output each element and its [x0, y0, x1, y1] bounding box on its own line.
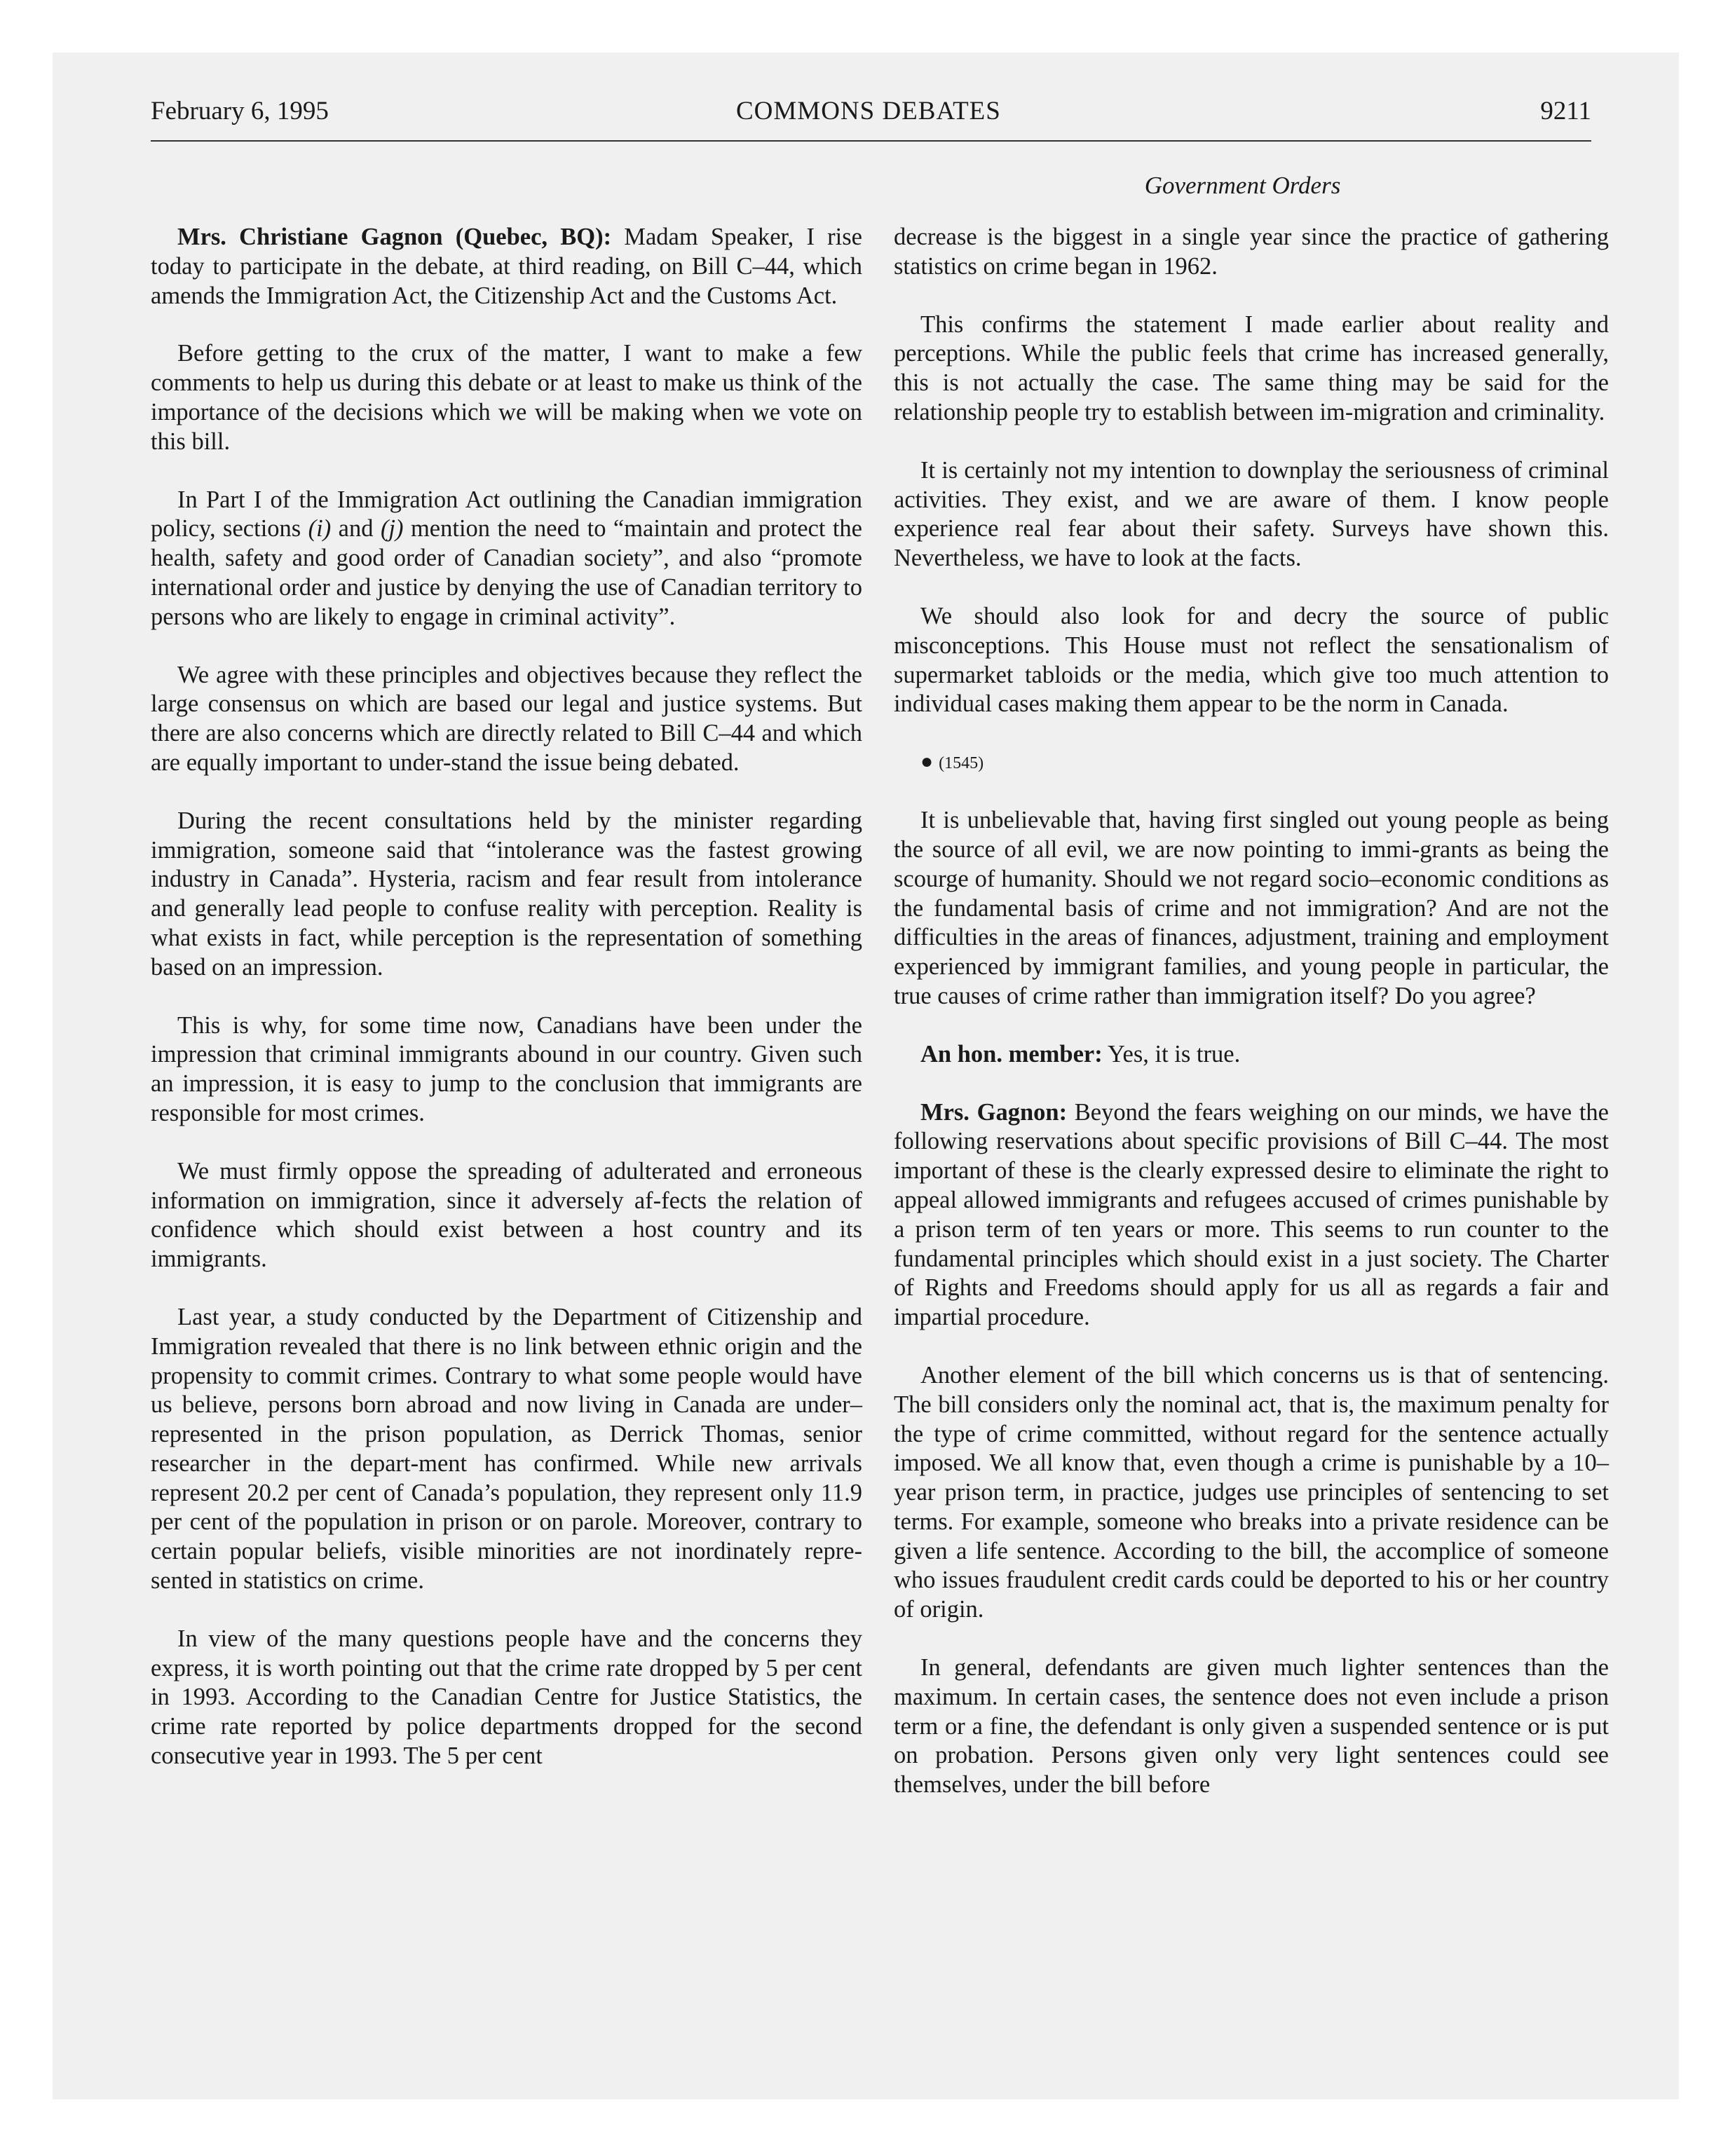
paragraph: decrease is the biggest in a single year since the practice of gathering statistics on crime began in 1962.: [894, 224, 1609, 280]
paragraph: Another element of the bill which concerns us is that of sentencing. The bill considers only the nominal act, that is, the maximum penalty for the type of crime committed, without regard for the sentence actually imposed. We all know that, even though a crime is punishable by a 10–year prison term, in practice, judges use principles of sentencing to set terms. For example, someone who breaks into a private residence can be given a life sentence. According to the bill, the accomplice of someone who issues fraudulent credit cards could be deported to his or her country of origin.: [894, 1361, 1609, 1623]
section-ref: (j): [380, 515, 404, 543]
time-marker: [894, 748, 1609, 777]
paragraph: In view of the many questions people have and the concerns they express, it is worth pointing out that the crime rate dropped by 5 per cent in 1993. According to the Canadian Centre for Justice Statistics, the crime rate reported by police departments dropped for the second consecutive year in 1993. The 5 per cent: [151, 1625, 862, 1770]
header-date: February 6, 1995: [151, 97, 329, 125]
paragraph: Last year, a study conducted by the Department of Citizenship and Immigration revealed that there is no link between ethnic origin and the propensity to commit crimes. Contrary to what some people would have us believe, persons born abroad and now living in Canada are under–represented in the prison population, as Derrick Thomas, senior researcher in the depart-ment has confirmed. While new arrivals represent 20.2 per cent of Canada’s population, they represent only 11.9 per cent of the population in prison or on parole. Moreover, contrary to certain popular beliefs, visible minorities are not inordinately repre-sented in statistics on crime.: [151, 1303, 862, 1595]
speaker-name: Mrs. Gagnon:: [920, 1098, 1068, 1126]
section-ref: (i): [308, 515, 332, 543]
paragraph: [151, 486, 862, 632]
speech-text: Beyond the fears weighing on our minds, we have the following reservations about specific provisions of Bill C–44. The most important of these is the clearly expressed desire to eliminate the right to appeal allowed immigrants and refugees accused of crimes punishable by a prison term of ten years or more. This seems to run counter to the fundamental principles which should exist in a just society. The Charter of Rights and Freedoms should apply for us all as regards a fair and impartial procedure.: [894, 1098, 1609, 1331]
paragraph: This is why, for some time now, Canadians have been under the impression that criminal immigrants abound in our country. Given such an impression, it is easy to jump to the conclusion that immigrants are responsible for most crimes.: [151, 1011, 862, 1126]
time-marker-text: (1545): [939, 754, 984, 773]
paragraph: [151, 223, 862, 311]
speech-text: Madam Speaker, I rise today to participate in the debate, at third reading, on Bill C–44, which amends the Immigration Act, the Citizenship Act and the Customs Act.: [151, 224, 862, 309]
left-column: [151, 223, 862, 1771]
section-heading: Government Orders: [1144, 172, 1341, 199]
paragraph: Before getting to the crux of the matter, I want to make a few comments to help us during this debate or at least to make us think of the importance of the decisions which we will be making when we vote on this bill.: [151, 340, 862, 455]
paragraph: During the recent consultations held by the minister regarding immigration, someone said that “intolerance was the fastest growing industry in Canada”. Hysteria, racism and fear result from intolerance and generally lead people to confuse reality with perception. Reality is what exists in fact, while perception is the representation of something based on an impression.: [151, 807, 862, 981]
paragraph: This confirms the statement I made earlier about reality and perceptions. While the public feels that crime has increased generally, this is not actually the case. The same thing may be said for the relationship people try to establish between im-migration and criminality.: [894, 311, 1609, 425]
text-run: and: [331, 515, 381, 543]
speech-text: Yes, it is true.: [1102, 1040, 1241, 1067]
paragraph: [894, 1040, 1609, 1070]
bullet-icon: ●: [920, 750, 934, 774]
text-run: mention the need to “maintain and protect the health, safety and good order of Canadian society”, and also “promote international order and justice by denying the use of Canadian territory to persons who are likely to engage in criminal activity”.: [151, 515, 862, 630]
header-rule: [151, 140, 1591, 142]
paragraph: We must firmly oppose the spreading of adulterated and erroneous information on immigration, since it adversely af-fects the relation of confidence which should exist between a host country and its immigrants.: [151, 1157, 862, 1273]
paragraph: We should also look for and decry the source of public misconceptions. This House must not reflect the sensationalism of supermarket tabloids or the media, which give too much attention to individual cases making them appear to be the norm in Canada.: [894, 602, 1609, 718]
paragraph: It is unbelievable that, having first singled out young people as being the source of all evil, we are now pointing to immi-grants as being the scourge of humanity. Should we not regard socio–economic conditions as the fundamental basis of crime and not immigration? And are not the difficulties in the areas of finances, adjustment, training and employment experienced by immigrant families, and young people in particular, the true causes of crime rather than immigration itself? Do you agree?: [894, 807, 1609, 1009]
paragraph: We agree with these principles and objectives because they reflect the large consensus on which are based our legal and justice systems. But there are also concerns which are directly related to Bill C–44 and which are equally important to under-stand the issue being debated.: [151, 661, 862, 776]
paragraph: [894, 1098, 1609, 1332]
text-run: In Part I of the Immigration Act outlining the Canadian immigration policy, sections: [151, 486, 862, 543]
right-column: [894, 223, 1609, 1800]
speaker-name: Mrs. Christiane Gagnon (Quebec, BQ):: [177, 224, 612, 250]
header-title: COMMONS DEBATES: [736, 97, 1001, 125]
speaker-name: An hon. member:: [920, 1040, 1103, 1067]
paragraph: In general, defendants are given much lighter sentences than the maximum. In certain cases, the sentence does not even include a prison term or a fine, the defendant is only given a suspended sentence or is put on probation. Persons given only very light sentences could see themselves, under the bill before: [894, 1654, 1609, 1799]
page-number: 9211: [1540, 97, 1591, 125]
paragraph: It is certainly not my intention to downplay the seriousness of criminal activities. They exist, and we are aware of them. I know people experience real fear about their safety. Surveys have shown this. Nevertheless, we have to look at the facts.: [894, 456, 1609, 572]
